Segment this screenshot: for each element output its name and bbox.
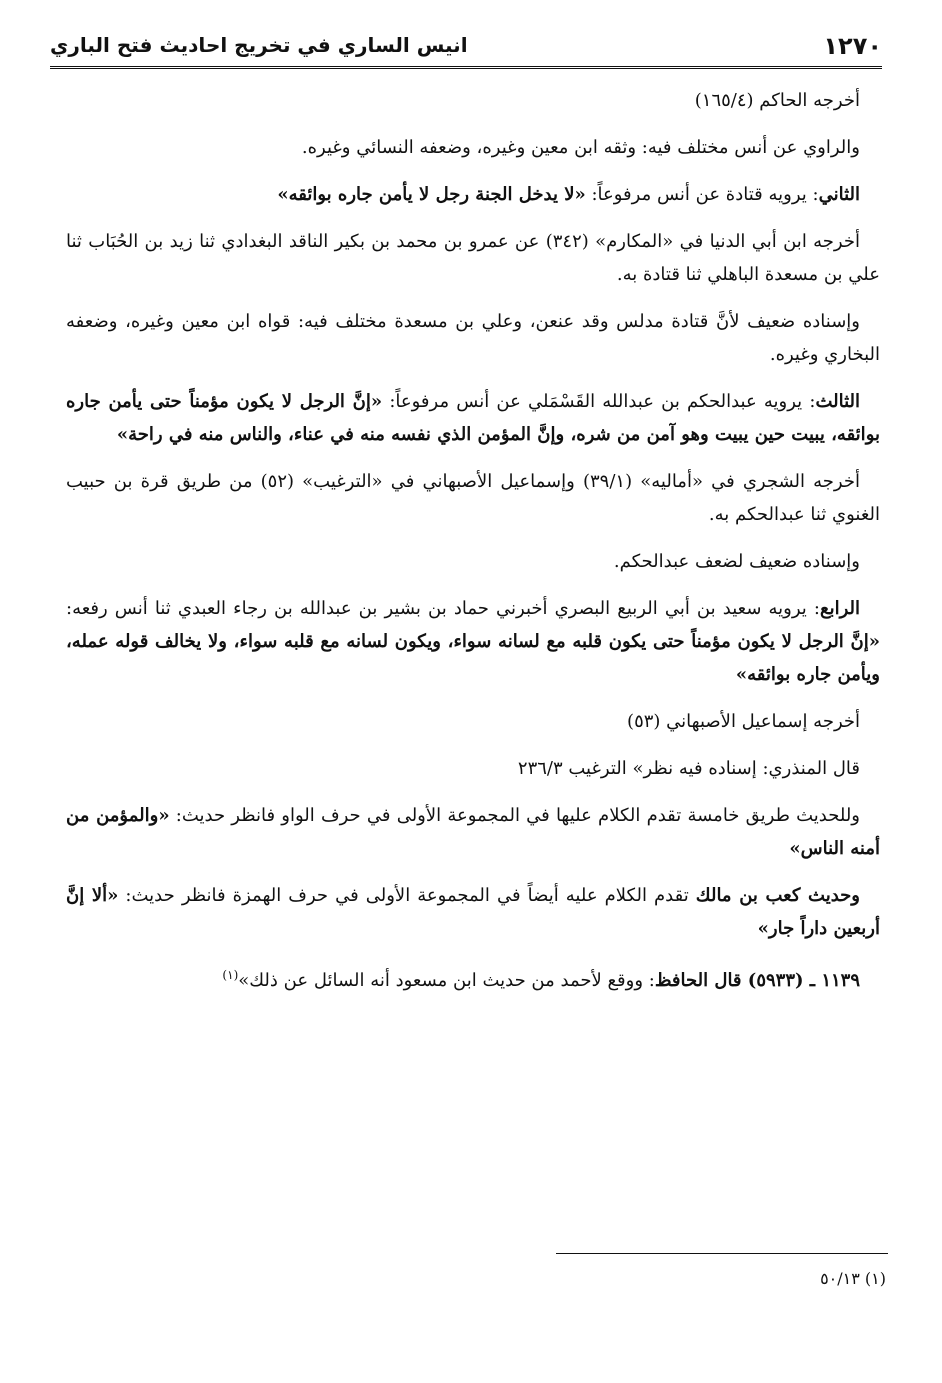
paragraph [66, 545, 880, 578]
footnote: (١) ٥٠/١٣ [820, 1269, 886, 1288]
page-body [66, 84, 880, 1011]
paragraph [66, 592, 880, 691]
paragraph [66, 178, 880, 211]
text-run: وإسناده ضعيف لضعف عبدالحكم. [613, 551, 860, 572]
paragraph [66, 225, 880, 291]
text-run: والراوي عن أنس مختلف فيه: وثقه ابن معين وغيره، وضعفه النسائي وغيره. [301, 137, 860, 158]
footnote-marker: (١) [222, 968, 239, 982]
bold-text: وحديث كعب بن مالك [695, 885, 861, 906]
text-run: : يرويه قتادة عن أنس مرفوعاً: [585, 184, 819, 205]
header-divider [50, 66, 882, 69]
book-title: انيس الساري في تخريج احاديث فتح الباري [50, 33, 468, 57]
text-run: : يرويه سعيد بن أبي الربيع البصري أخبرني حماد بن بشير بن عبدالله بن رجاء العبدي ثنا أنس رفعه: [66, 598, 820, 619]
paragraph [66, 465, 880, 531]
bold-text: «ألا إنَّ أربعين داراً جار» [66, 885, 880, 939]
paragraph [66, 799, 880, 865]
text-run: أخرجه الحاكم (١٦٥/٤) [694, 90, 860, 111]
text-run: وللحديث طريق خامسة تقدم الكلام عليها في المجموعة الأولى في حرف الواو فانظر حديث: [169, 805, 861, 826]
paragraph [66, 84, 880, 117]
paragraph [66, 305, 880, 371]
bold-text: «إنَّ الرجل لا يكون مؤمناً حتى يكون قلبه مع لسانه سواء، ويكون لسانه مع قلبه سواء، ولا يخالف قوله عمله، ويأمن جاره بوائقه» [66, 631, 880, 685]
bold-text: «إنَّ الرجل لا يكون مؤمناً حتى يأمن جاره بوائقه، يبيت حين يبيت وهو آمن من شره، وإنَّ المؤمن الذي نفسه منه في عناء، والناس منه في راحة» [66, 391, 880, 445]
text-run: : ووقع لأحمد من حديث ابن مسعود أنه السائل عن ذلك» [238, 970, 655, 991]
paragraph [66, 959, 880, 997]
paragraph [66, 752, 880, 785]
bold-text: «والمؤمن من أمنه الناس» [66, 805, 880, 859]
text-run: وإسناده ضعيف لأنَّ قتادة مدلس وقد عنعن، وعلي بن مسعدة مختلف فيه: قواه ابن معين وغيره، وضعفه البخاري وغيره. [66, 311, 880, 365]
paragraph [66, 385, 880, 451]
text-run: قال المنذري: إسناده فيه نظر» الترغيب ٢٣٦/٣ [517, 758, 860, 779]
page-number: ١٢٧٠ [823, 32, 882, 60]
bold-text: الرابع [819, 598, 860, 619]
text-run: : يرويه عبدالحكم بن عبدالله القَسْمَلي عن أنس مرفوعاً: [382, 391, 816, 412]
paragraph [66, 131, 880, 164]
bold-text: الثالث [815, 391, 860, 412]
paragraph [66, 705, 880, 738]
text-run: أخرجه إسماعيل الأصبهاني (٥٣) [627, 711, 860, 732]
bold-text: ١١٣٩ ـ (٥٩٣٣) قال الحافظ [654, 970, 860, 991]
bold-text: «لا يدخل الجنة رجل لا يأمن جاره بوائقه» [277, 184, 586, 205]
bold-text: الثاني [818, 184, 860, 205]
paragraph [66, 879, 880, 945]
text-run: تقدم الكلام عليه أيضاً في المجموعة الأولى في حرف الهمزة فانظر حديث: [118, 885, 696, 906]
text-run: أخرجه الشجري في «أماليه» (٣٩/١) وإسماعيل الأصبهاني في «الترغيب» (٥٢) من طريق قرة بن حبيب الغنوي ثنا عبدالحكم به. [66, 471, 880, 525]
footnote-divider [556, 1253, 888, 1254]
page-header [50, 22, 882, 66]
text-run: أخرجه ابن أبي الدنيا في «المكارم» (٣٤٢) عن عمرو بن محمد بن بكير الناقد البغدادي ثنا زيد بن الحُبَاب ثنا علي بن مسعدة الباهلي ثنا قتادة به. [66, 231, 880, 285]
